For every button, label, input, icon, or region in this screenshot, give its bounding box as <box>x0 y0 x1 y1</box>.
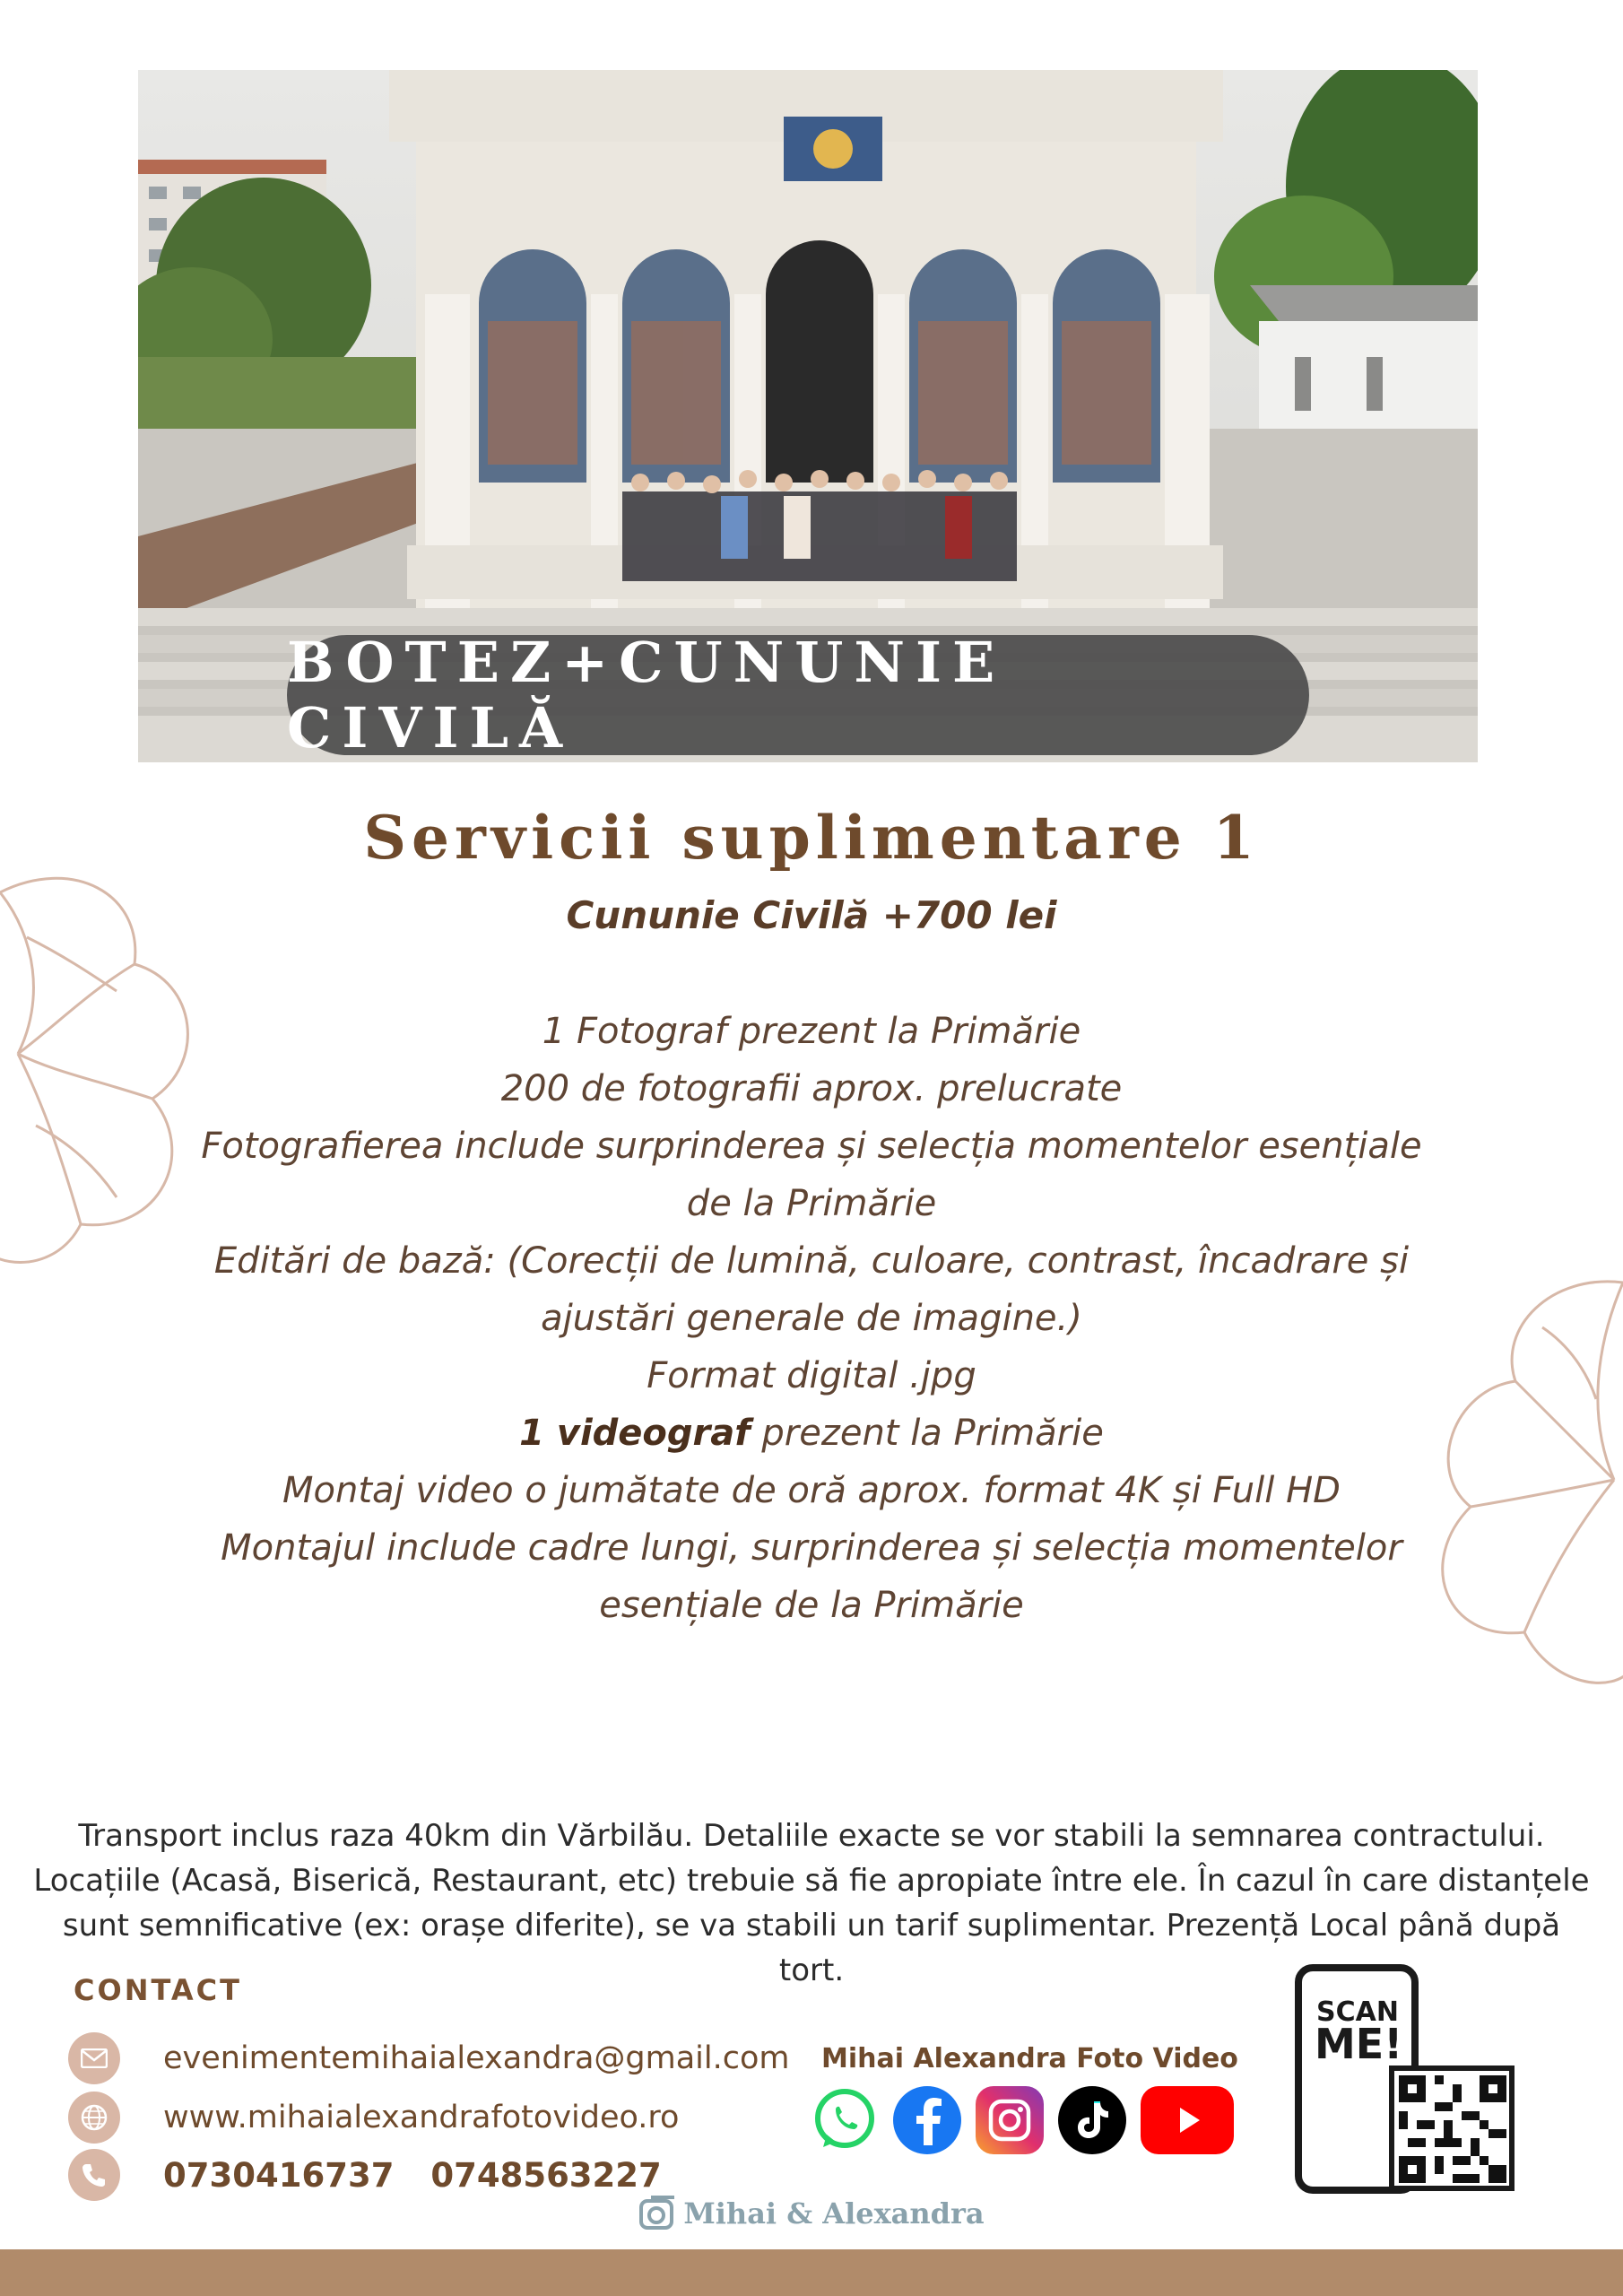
feature-line: Fotografierea include surprinderea și selecția momentelor esențiale <box>201 1126 1422 1167</box>
transport-line: Locațiile (Acasă, Biserică, Restaurant, etc) trebuie să fie apropiate între ele. În cazul în care distanțele <box>33 1863 1590 1899</box>
feature-line <box>179 1405 1444 1462</box>
whatsapp-icon[interactable] <box>811 2086 879 2154</box>
feature-line: Montaj video o jumătate de oră aprox. format 4K și Full HD <box>282 1470 1341 1511</box>
banner-title: BOTEZ+CUNUNIE CIVILĂ <box>287 630 1006 761</box>
feature-line: 200 de fotografii aprox. prelucrate <box>500 1068 1123 1109</box>
contact-email[interactable]: evenimentemihaialexandra@gmail.com <box>163 2040 790 2076</box>
section-title: Servicii suplimentare 1 <box>363 803 1260 873</box>
qr-code-icon <box>1399 2075 1506 2183</box>
feature-line: ajustări generale de imagine.) <box>541 1298 1082 1339</box>
contact-website-row[interactable] <box>68 2092 679 2144</box>
facebook-icon[interactable] <box>893 2086 961 2154</box>
tiktok-icon[interactable] <box>1058 2086 1126 2154</box>
globe-icon <box>68 2092 120 2144</box>
contact-website[interactable]: www.mihaialexandrafotovideo.ro <box>163 2100 680 2135</box>
feature-line: 1 Fotograf prezent la Primărie <box>542 1011 1081 1052</box>
contact-email-row[interactable] <box>68 2032 790 2084</box>
feature-bold: 1 videograf <box>519 1413 751 1454</box>
feature-line: Editări de bază: (Corecții de lumină, culoare, contrast, încadrare și <box>213 1240 1410 1282</box>
footer-logo-text: Mihai & Alexandra <box>683 2196 985 2231</box>
transport-line: Transport inclus raza 40km din Vărbilău. Detaliile exacte se vor stabili la semnarea contractului. <box>78 1818 1545 1854</box>
qr-scan-section[interactable] <box>1291 1962 1524 2199</box>
footer-logo <box>0 2196 1623 2231</box>
footer-bar <box>0 2249 1623 2296</box>
contact-phone-1[interactable]: 0730416737 <box>163 2155 395 2195</box>
social-icons <box>811 2086 1234 2154</box>
youtube-icon[interactable] <box>1141 2086 1234 2154</box>
phone-icon <box>68 2149 120 2201</box>
transport-line: sunt semnificative (ex: orașe diferite), se va stabili un tarif suplimentar. Prezență Local până după tort. <box>62 1908 1561 1988</box>
feature-line: Montajul include cadre lungi, surprinderea și selecția momentelor <box>221 1527 1402 1569</box>
feature-line: esențiale de la Primărie <box>599 1585 1024 1626</box>
brand-name: Mihai Alexandra Foto Video <box>821 2043 1238 2074</box>
features-list <box>179 1003 1444 1634</box>
feature-line: de la Primărie <box>686 1183 937 1224</box>
feature-rest: prezent la Primărie <box>750 1413 1104 1454</box>
section-price: Cununie Civilă +700 lei <box>566 893 1057 937</box>
scan-label: SCAN <box>1316 1996 1399 2028</box>
contact-phone-2[interactable]: 0748563227 <box>430 2155 662 2195</box>
instagram-icon[interactable] <box>976 2086 1044 2154</box>
contact-phone-row[interactable] <box>68 2149 687 2201</box>
title-banner <box>287 630 1309 761</box>
contact-heading: CONTACT <box>74 1973 242 2007</box>
scan-label-me: ME! <box>1315 2020 1403 2068</box>
feature-line: Format digital .jpg <box>647 1355 976 1396</box>
mail-icon <box>68 2032 120 2084</box>
camera-logo-icon <box>638 2196 678 2231</box>
